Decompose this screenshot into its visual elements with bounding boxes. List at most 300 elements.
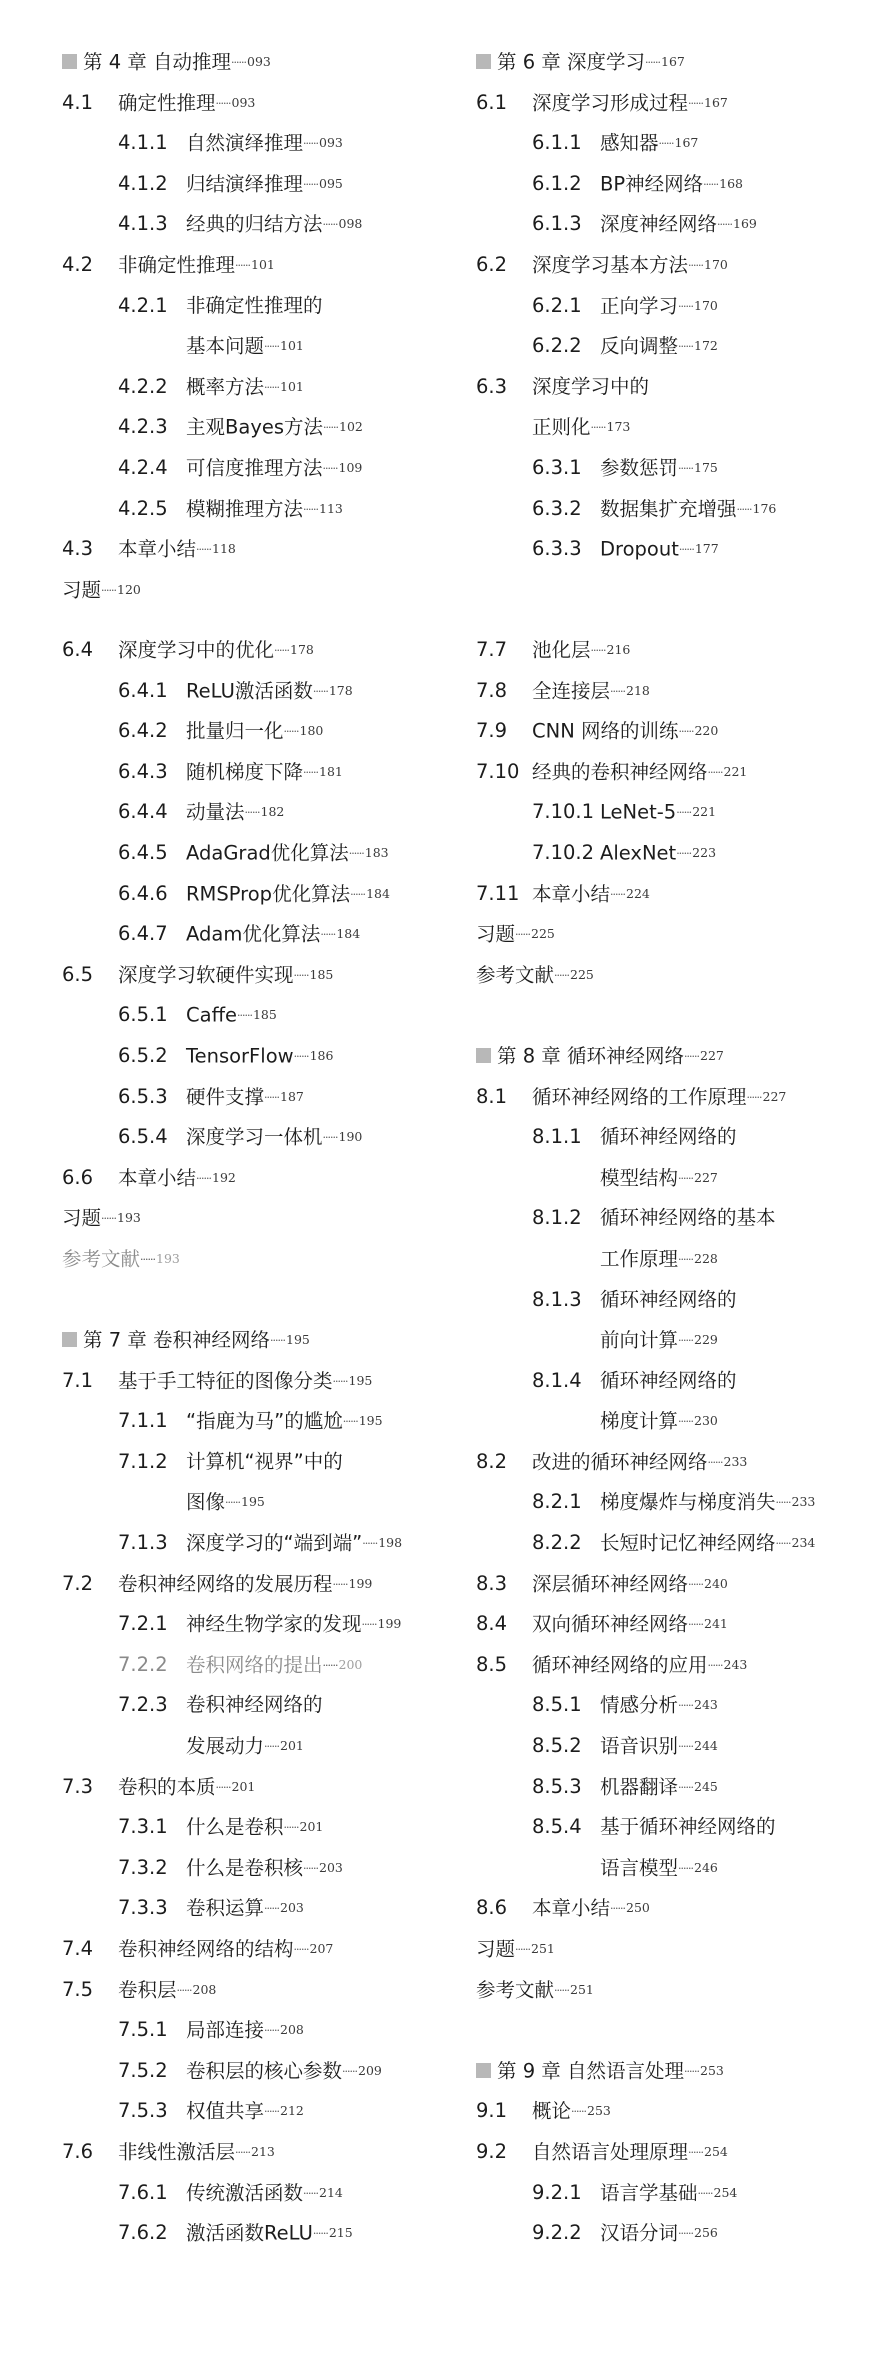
toc-entry[interactable] [476,1767,886,1808]
toc-entry[interactable] [476,1645,886,1686]
toc-section-number: 6.5.2 [118,1043,168,1067]
toc-entry-title [186,1848,343,1890]
toc-chapter-text: 第 7 章 卷积神经网络 [83,1328,271,1352]
toc-entry[interactable] [62,2173,462,2214]
toc-entry[interactable] [476,286,886,327]
toc-section-number: 8.5.3 [532,1774,582,1798]
toc-section-number: 8.1.4 [532,1368,582,1392]
toc-entry-text: 局部连接 [186,2018,265,2042]
toc-entry-text: 参考文献 [476,963,555,987]
toc-entry[interactable] [476,367,886,408]
toc-entry-title [532,874,650,916]
toc-entry[interactable] [62,204,462,245]
toc-entry[interactable] [62,448,462,489]
toc-entry[interactable] [476,1239,886,1280]
toc-entry-title [600,833,716,875]
toc-entry[interactable] [476,1848,886,1889]
toc-entry[interactable] [62,995,462,1036]
toc-section-number: 6.1 [476,90,508,114]
toc-entry-title [186,995,277,1037]
toc-entry[interactable] [62,955,462,996]
toc-entry[interactable] [476,529,886,570]
toc-entry[interactable] [62,489,462,530]
toc-entry[interactable] [476,83,886,124]
toc-entry[interactable] [476,2213,886,2254]
toc-entry-title [532,1888,650,1930]
toc-entry-text: 归结演绎推理 [186,172,304,196]
toc-section-number: 7.2.2 [118,1652,168,1676]
toc-page-number: ······ 167 [645,54,685,69]
toc-page-number: ······ 227 [678,1170,718,1185]
toc-entry[interactable] [476,1888,886,1929]
toc-entry[interactable] [476,955,886,996]
toc-entry-title [118,529,236,571]
toc-entry-title [600,286,718,328]
toc-entry[interactable] [476,1198,886,1239]
toc-chapter-heading[interactable] [476,42,886,83]
toc-entry-title [600,529,719,571]
toc-page-number: ······ 251 [554,1982,594,1997]
toc-page-number: ······ 199 [333,1576,373,1591]
toc-entry-text: 语音识别 [600,1734,679,1758]
toc-entry-title [600,1685,718,1727]
toc-entry[interactable] [62,83,462,124]
toc-entry[interactable] [62,2051,462,2092]
toc-entry[interactable] [476,489,886,530]
toc-entry-title [600,2213,718,2255]
toc-entry-title [600,1320,718,1362]
toc-entry[interactable] [476,1280,886,1321]
toc-section-number: 9.2.1 [532,2180,582,2204]
toc-entry[interactable] [476,1401,886,1442]
toc-entry-text: 循环神经网络的应用 [532,1653,708,1677]
toc-entry-text: 本章小结 [532,881,611,905]
toc-entry-title [532,671,650,713]
toc-entry-text: 正向学习 [600,293,679,317]
toc-left-column [62,42,462,610]
toc-entry-title [600,489,776,531]
toc-page-number: ······ 200 [323,1657,363,1672]
toc-right-column [476,630,886,2254]
toc-entry[interactable] [62,1482,462,1523]
toc-entry-text: 梯度计算 [600,1409,679,1433]
toc-entry[interactable] [62,2132,462,2173]
toc-entry[interactable] [476,1117,886,1158]
toc-section-number: 4.1.2 [118,171,168,195]
toc-entry[interactable] [62,286,462,327]
toc-page-number: ······ 173 [591,419,631,434]
toc-section-number: 7.5 [62,1977,94,2001]
toc-entry[interactable] [62,1158,462,1199]
toc-page-number: ······ 199 [362,1616,402,1631]
toc-entry[interactable] [62,164,462,205]
toc-entry-title [186,1442,343,1483]
toc-entry-text: 循环神经网络的基本 [600,1206,776,1230]
toc-entry-text: 确定性推理 [118,90,216,114]
toc-entry[interactable] [62,630,462,671]
toc-page-number: ······ 178 [313,683,353,698]
toc-entry-text: 卷积的本质 [118,1774,216,1798]
toc-entry[interactable] [476,1077,886,1118]
toc-entry-text: 传统激活函数 [186,2180,304,2204]
toc-entry[interactable] [62,752,462,793]
chapter-marker-icon [476,2063,491,2078]
toc-page-number: ······ 243 [678,1697,718,1712]
toc-section-number: 7.1.3 [118,1531,168,1555]
toc-entry-text: 基于手工特征的图像分类 [118,1368,333,1392]
toc-chapter-heading[interactable] [476,1036,886,1077]
toc-entry[interactable] [62,123,462,164]
toc-entry[interactable] [62,1604,462,1645]
toc-chapter-title [476,1036,724,1078]
toc-chapter-title [62,1320,310,1362]
toc-entry[interactable] [62,407,462,448]
toc-entry-title [532,711,718,753]
toc-section-number: 7.2.1 [118,1612,168,1636]
toc-page-number: ······ 109 [323,460,363,475]
toc-entry-text: AdaGrad优化算法 [186,841,349,865]
toc-chapter-heading[interactable] [62,1320,462,1361]
toc-page-number: ······ 225 [554,967,594,982]
toc-page-number: ······ 195 [270,1332,310,1347]
toc-entry[interactable] [62,1848,462,1889]
toc-entry[interactable] [62,1198,462,1239]
toc-entry[interactable] [476,407,886,448]
toc-entry[interactable] [476,1604,886,1645]
toc-entry-text: 语言模型 [600,1856,679,1880]
toc-right-column [476,42,886,570]
toc-entry-title [186,2091,304,2133]
toc-entry[interactable] [476,1970,886,2011]
toc-entry-title [600,164,743,206]
toc-entry[interactable] [62,2010,462,2051]
toc-entry-title [186,326,304,368]
toc-entry-text: 深度学习一体机 [186,1125,323,1149]
toc-page-number: ······ 178 [274,642,314,657]
toc-entry-title [118,1361,372,1403]
toc-entry[interactable] [62,1036,462,1077]
toc-section-number: 4.2.5 [118,496,168,520]
toc-entry[interactable] [476,1482,886,1523]
toc-page-number: ······ 195 [343,1413,383,1428]
toc-entry[interactable] [476,1361,886,1402]
toc-entry-text: 权值共享 [186,2099,265,2123]
toc-entry-text: 深度学习形成过程 [532,90,689,114]
toc-entry-title [186,1401,383,1443]
toc-entry-text: 深度神经网络 [600,212,718,236]
chapter-marker-icon [476,1048,491,1063]
toc-entry[interactable] [62,1807,462,1848]
toc-entry-text: 反向调整 [600,334,679,358]
toc-section-number: 6.4.1 [118,678,168,702]
toc-entry[interactable] [476,2173,886,2214]
toc-section-number: 8.2.1 [532,1490,582,1514]
toc-page-number: ······ 229 [678,1332,718,1347]
toc-section-number: 7.9 [476,719,508,743]
toc-entry-title [186,1645,362,1687]
toc-entry[interactable] [62,1888,462,1929]
toc-entry-title [118,1564,372,1606]
toc-entry[interactable] [62,2213,462,2254]
toc-entry[interactable] [62,671,462,712]
toc-entry-text: 什么是卷积核 [186,1856,304,1880]
toc-section-number: 7.7 [476,638,508,661]
toc-entry[interactable] [476,630,886,671]
toc-entry-title [186,2213,353,2255]
toc-section-number: 4.1 [62,90,94,114]
toc-entry[interactable] [62,1645,462,1686]
toc-section-number: 8.4 [476,1612,508,1636]
chapter-marker-icon [62,1332,77,1347]
toc-entry[interactable] [62,792,462,833]
toc-section-number: 8.1.1 [532,1125,582,1149]
toc-section-number: 7.1.2 [118,1449,168,1473]
toc-section-number: 4.2.1 [118,293,168,317]
toc-entry[interactable] [62,245,462,286]
toc-entry-title [118,1970,216,2012]
toc-entry-title [186,1685,323,1726]
toc-entry[interactable] [62,326,462,367]
toc-entry[interactable] [476,245,886,286]
toc-entry[interactable] [62,2091,462,2132]
toc-entry-title [532,630,630,672]
toc-entry-title [186,1807,323,1849]
toc-entry-title [186,1604,401,1646]
toc-page-number: ······ 245 [678,1779,718,1794]
toc-entry-title [186,1726,304,1768]
toc-entry-text: 汉语分词 [600,2221,679,2245]
toc-entry-text: 非线性激活层 [118,2140,236,2164]
toc-page-number: ······ 215 [313,2225,353,2240]
toc-page-number: ······ 216 [591,642,631,657]
toc-entry-title [600,1117,737,1158]
toc-page-number: ······ 213 [235,2144,275,2159]
toc-entry-text: 卷积层的核心参数 [186,2059,343,2083]
toc-entry-title [186,671,353,713]
toc-entry[interactable] [62,1239,462,1280]
toc-section-number: 6.3.2 [532,496,582,520]
toc-entry-text: 卷积神经网络的 [186,1693,323,1717]
toc-entry-text: 自然演绎推理 [186,131,304,155]
toc-entry[interactable] [476,1320,886,1361]
toc-section-number: 8.2.2 [532,1531,582,1555]
toc-entry[interactable] [62,833,462,874]
toc-entry[interactable] [62,1077,462,1118]
toc-entry[interactable] [62,570,462,611]
toc-entry-title [532,1442,747,1484]
toc-entry[interactable] [476,792,886,833]
toc-entry-text: 深层循环神经网络 [532,1571,689,1595]
toc-page-number: ······ 120 [101,582,141,597]
toc-chapter-text: 第 9 章 自然语言处理 [497,2059,685,2083]
toc-section-number: 6.3.3 [532,537,582,561]
toc-section-number: 7.1 [62,1368,94,1392]
toc-page-number: ······ 186 [294,1048,334,1063]
toc-entry[interactable] [476,204,886,245]
toc-entry-title [62,1198,141,1240]
toc-entry[interactable] [476,833,886,874]
toc-entry-title [600,1523,815,1565]
toc-page-number: ······ 201 [284,1819,324,1834]
toc-entry-text: 机器翻译 [600,1774,679,1798]
toc-entry-title [532,2132,728,2174]
toc-entry-text: 深度学习的“端到端” [186,1531,363,1555]
toc-section-number: 7.3.3 [118,1896,168,1920]
toc-entry-title [186,711,323,753]
toc-entry[interactable] [476,1726,886,1767]
toc-entry[interactable] [62,1685,462,1726]
toc-chapter-text: 第 8 章 循环神经网络 [497,1044,685,1068]
toc-entry[interactable] [476,1685,886,1726]
toc-spacer [476,2010,886,2051]
toc-entry[interactable] [62,1401,462,1442]
toc-chapter-title [476,2051,724,2093]
toc-section-number: 8.1.3 [532,1287,582,1311]
toc-section-number: 6.5 [62,962,94,986]
toc-entry-text: 深度学习中的 [532,374,650,398]
toc-chapter-heading[interactable] [62,42,462,83]
toc-entry[interactable] [62,1929,462,1970]
toc-section-number: 8.5.4 [532,1815,582,1839]
toc-entry[interactable] [62,1442,462,1483]
toc-entry[interactable] [62,1117,462,1158]
toc-chapter-heading[interactable] [476,2051,886,2092]
toc-entry[interactable] [476,711,886,752]
toc-entry-title [186,204,362,246]
toc-entry-title [186,833,389,875]
toc-section-number: 7.5.1 [118,2018,168,2042]
toc-entry[interactable] [62,874,462,915]
toc-section-number: 6.4.2 [118,719,168,743]
toc-page-number: ······ 208 [264,2022,304,2037]
toc-section-number: 6.2 [476,252,508,276]
toc-page-number: ······ 093 [216,95,256,110]
toc-entry-title [600,792,716,834]
toc-entry-text: 全连接层 [532,678,611,702]
toc-entry[interactable] [476,1807,886,1848]
toc-entry-text: 基于循环神经网络的 [600,1815,776,1839]
toc-entry[interactable] [476,1442,886,1483]
toc-entry-title [476,955,594,997]
toc-entry[interactable] [476,164,886,205]
toc-entry[interactable] [62,1564,462,1605]
toc-entry-text: 卷积层 [118,1977,177,2001]
toc-entry-text: 主观Bayes方法 [186,415,324,439]
toc-page-number: ······ 233 [776,1494,816,1509]
toc-entry[interactable] [476,448,886,489]
toc-section-number: 7.4 [62,1937,94,1960]
toc-entry-title [62,1239,180,1281]
toc-entry[interactable] [62,529,462,570]
toc-spacer [476,995,886,1036]
toc-section-number: 6.4.7 [118,922,168,946]
toc-entry-title [118,1929,333,1971]
toc-section-number: 4.2.2 [118,374,168,398]
toc-chapter-title [476,42,685,84]
toc-section-number: 8.1.2 [532,1206,582,1230]
toc-section-number: 4.2.3 [118,415,168,439]
toc-page-number: ······ 251 [515,1941,555,1956]
toc-entry[interactable] [62,367,462,408]
toc-entry-title [600,123,698,165]
toc-section-number: 4.1.3 [118,212,168,236]
toc-entry-text: RMSProp优化算法 [186,881,351,905]
toc-entry-title [600,1482,815,1524]
toc-entry[interactable] [62,1970,462,2011]
toc-entry[interactable] [476,874,886,915]
toc-entry[interactable] [62,1767,462,1808]
toc-entry-text: 参考文献 [476,1977,555,2001]
toc-entry-title [118,955,333,997]
toc-entry-text: 感知器 [600,131,659,155]
toc-entry-title [186,1523,402,1565]
toc-entry-text: 自然语言处理原理 [532,2140,689,2164]
toc-entry[interactable] [476,1158,886,1199]
toc-entry-text: 循环神经网络的工作原理 [532,1084,747,1108]
toc-entry[interactable] [62,1726,462,1767]
toc-entry[interactable] [476,2091,886,2132]
toc-entry-title [186,489,343,531]
toc-page-number: ······ 221 [676,804,716,819]
toc-page-number: ······ 176 [737,501,777,516]
toc-entry-text: 模型结构 [600,1166,679,1190]
toc-entry[interactable] [476,2132,886,2173]
toc-entry[interactable] [476,1929,886,1970]
toc-entry-text: CNN 网络的训练 [532,719,679,743]
toc-entry-text: 经典的卷积神经网络 [532,760,708,784]
toc-entry-title [118,83,255,125]
toc-entry[interactable] [62,1361,462,1402]
toc-page-number: ······ 224 [610,886,650,901]
toc-entry[interactable] [476,914,886,955]
toc-entry[interactable] [476,123,886,164]
toc-page-number: ······ 223 [676,845,716,860]
toc-entry[interactable] [62,1523,462,1564]
toc-page-number: ······ 170 [678,298,718,313]
toc-entry[interactable] [476,752,886,793]
toc-page-number: ······ 220 [679,723,719,738]
toc-page-number: ······ 192 [196,1170,236,1185]
toc-section-number: 6.4.3 [118,759,168,783]
toc-page-number: ······ 113 [303,501,343,516]
toc-entry-title [118,1158,236,1200]
toc-entry-title [532,367,649,408]
toc-entry-title [118,630,314,672]
toc-entry[interactable] [62,914,462,955]
toc-section-number: 6.6 [62,1165,94,1189]
toc-entry-text: 卷积神经网络的发展历程 [118,1571,333,1595]
toc-entry[interactable] [476,1523,886,1564]
toc-entry-title [532,407,630,449]
toc-entry[interactable] [62,711,462,752]
toc-page-number: ······ 101 [235,257,275,272]
toc-section-number: 7.2 [62,1571,94,1595]
toc-page-number: ······ 118 [196,541,236,556]
toc-entry-text: 模糊推理方法 [186,496,304,520]
toc-section-number: 6.1.3 [532,212,582,236]
toc-entry-title [600,1198,776,1239]
toc-section-number: 7.10.1 [532,800,595,824]
toc-entry-text: 循环神经网络的 [600,1125,737,1149]
toc-entry-title [600,1848,718,1890]
toc-page-number: ······ 246 [678,1860,718,1875]
toc-page-number: ······ 175 [678,460,718,475]
toc-entry[interactable] [476,326,886,367]
toc-section-number: 4.1.1 [118,131,168,155]
toc-section-number: 6.3 [476,374,508,398]
toc-entry[interactable] [476,1564,886,1605]
toc-entry[interactable] [476,671,886,712]
